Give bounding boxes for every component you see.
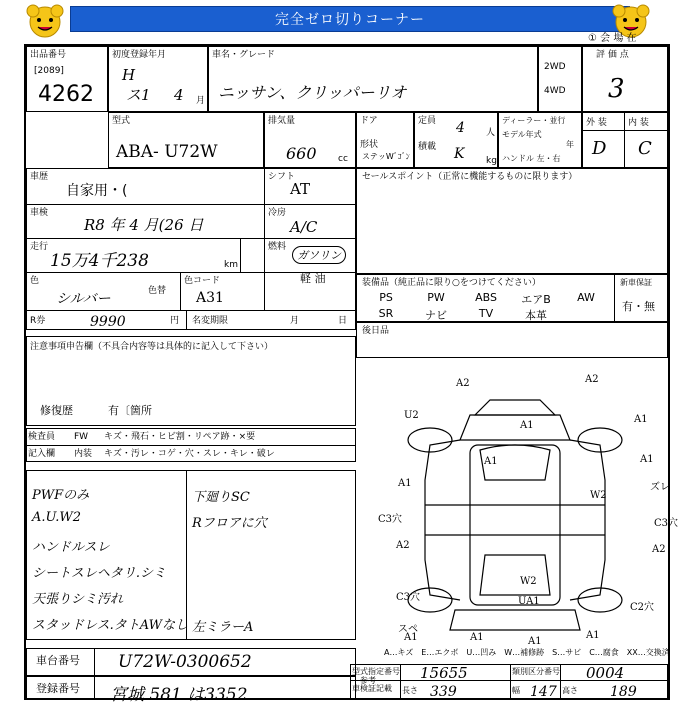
disp-label: 排気量 (268, 116, 296, 126)
score-value: 3 (608, 74, 625, 104)
width-value: 147 (530, 684, 557, 700)
damage-mark: A1 (404, 632, 418, 643)
lot-label: 出品番号 (30, 50, 67, 60)
height-value: 189 (610, 684, 637, 700)
name-change-day: 日 (338, 316, 348, 326)
entry-label: 記入欄 (28, 449, 56, 459)
drive-2wd: 2WD (544, 62, 566, 72)
month-unit: 月 (196, 96, 206, 106)
chassis-value: U72W-0300652 (118, 652, 252, 672)
door-label: ドア (360, 116, 378, 126)
disp-value: 660 (286, 144, 317, 163)
recycle-label: R券 (30, 316, 46, 326)
category-value: 0004 (586, 664, 625, 682)
drive-4wd: 4WD (544, 86, 566, 96)
damage-mark: A1 (470, 632, 484, 643)
damage-mark: A1 (484, 456, 498, 467)
length-value: 339 (430, 684, 457, 700)
usage-label: 車歴 (30, 172, 49, 182)
damage-mark: C3穴 (378, 514, 403, 525)
type-desig-label: 型式指定番号 (352, 667, 400, 676)
fw-items: キズ・飛石・ヒビ割・リペア跡・×要 (104, 432, 256, 442)
damage-mark: A1 (528, 636, 542, 647)
load-unit: kg (486, 156, 497, 166)
disp-unit: cc (338, 154, 348, 164)
score-label: 評 価 点 (596, 50, 629, 60)
shift-label: シフト (268, 172, 296, 182)
capacity-label: 定員 (418, 116, 437, 126)
damage-mark: C3穴 (396, 592, 421, 603)
damage-mark: U2 (404, 410, 419, 421)
sales-point-box (356, 168, 668, 274)
damage-legend: A…キズ E…エクボ U…凹み W…補修跡 S…サビ C…腐食 XX…交換済 (384, 648, 670, 657)
color-change-label: 色替 (148, 286, 167, 296)
damage-mark: スペ (398, 624, 418, 635)
fuel-label: 燃料 (268, 242, 287, 252)
color-label: 色 (30, 276, 40, 286)
chassis-label: 車台番号 (36, 654, 80, 667)
sales-point-label: セールスポイント（正常に機能するものに限ります） (362, 172, 578, 182)
fw-label: FW (74, 432, 89, 442)
mascot-left-icon (24, 2, 66, 40)
handwritten-note-left: A.U.W2 (32, 510, 82, 525)
equipment-item: ABS (475, 291, 497, 304)
banner-title: 完全ゼロ切りコーナー (275, 12, 425, 28)
ext-label: 外 装 (586, 118, 607, 128)
equipment-item: 本革 (525, 309, 547, 322)
int-value: C (638, 138, 652, 159)
category-label: 類別区分番号 (512, 667, 560, 676)
height-label: 高さ (562, 686, 578, 695)
damage-mark: C2穴 (630, 602, 655, 613)
equipment-item: TV (478, 307, 494, 320)
repair-value: 有〔箇所 (108, 404, 152, 417)
equipment-item: AW (577, 291, 595, 304)
color-code-label: 色コード (184, 276, 221, 286)
handwritten-note-right: 下廻りSC (192, 490, 250, 505)
name-value: ニッサン、クリッパーリオ (218, 83, 407, 102)
handwritten-note-left: ハンドルスレ (32, 540, 110, 555)
length-label: 長さ (402, 686, 418, 695)
handwritten-note-left: PWFのみ (32, 488, 90, 503)
handwritten-note-right: Rフロアに穴 (192, 516, 267, 531)
equipment-item: エアB (521, 293, 551, 306)
color-code-value: A31 (196, 290, 224, 306)
rear-seat-label: 後日品 (362, 326, 390, 336)
new-car-value: 有・無 (622, 300, 655, 313)
new-car-label: 新車保証 (620, 278, 652, 287)
damage-mark: A1 (586, 630, 600, 641)
recycle-value: 9990 (90, 314, 126, 330)
reg-value: 宮城 581 は3352 (110, 685, 248, 705)
damage-mark: A2 (396, 540, 410, 551)
handwritten-note-left: シートスレヘタリ.シミ (32, 566, 167, 581)
repair-label: 修復歴 (40, 404, 73, 417)
lot-sub: [2089] (34, 66, 64, 76)
model-year-label: モデル年式 (502, 130, 542, 139)
dims-label: 車検証記載 (352, 684, 392, 693)
damage-mark: UA1 (518, 596, 540, 607)
drive-box (538, 46, 582, 112)
width-label: 幅 (512, 686, 520, 695)
damage-mark: A1 (634, 414, 648, 425)
equipment-item: ナビ (425, 309, 447, 322)
damage-mark: W2 (590, 490, 607, 501)
type-label: 型式 (112, 116, 131, 126)
recycle-unit: 円 (170, 316, 180, 326)
first-reg-month: 4 (174, 86, 184, 104)
page-banner (70, 6, 630, 32)
equipment-item: PW (427, 291, 445, 304)
handle-label: ハンドル 左・右 (502, 154, 561, 163)
equipment-label: 装備品（純正品に限り○をつけてください） (362, 278, 541, 288)
damage-mark: A2 (652, 544, 666, 555)
int-items: キズ・汚レ・コゲ・穴・スレ・キレ・破レ (104, 449, 275, 459)
ac-label: 冷房 (268, 208, 287, 218)
lot-number: 4262 (38, 82, 94, 107)
first-reg-label: 初度登録年月 (112, 50, 167, 60)
fuel-gas: ガソリン (292, 246, 346, 264)
type-desig-value: 15655 (420, 664, 468, 682)
handwritten-note-right: 左ミラーA (192, 620, 254, 635)
damage-mark: ズレ (650, 482, 670, 493)
ext-value: D (592, 138, 607, 159)
reg-label: 登録番号 (36, 682, 80, 695)
first-reg-era: H (122, 66, 136, 84)
venue-label: ① 会 場 在 (588, 33, 637, 44)
damage-mark: W2 (520, 576, 537, 587)
rear-box (356, 322, 668, 358)
handwritten-note-left: 天張りシミ汚れ (32, 592, 124, 607)
load-label: 積載 (418, 142, 437, 152)
usage-value: 自家用・( (66, 183, 128, 199)
ac-value: A/C (290, 218, 318, 236)
name-change-label: 名変期限 (192, 316, 229, 326)
year-label: 年 (566, 140, 574, 149)
first-reg-year: ス1 (126, 86, 151, 104)
shape-label: 形状 (360, 140, 379, 150)
damage-mark: A2 (456, 378, 470, 389)
capacity-value: 4 (456, 120, 465, 136)
handwritten-note-left: スタッドレス.タトAWなし (32, 618, 188, 633)
shape-value: ステッWﾞｺﾞﾝ (362, 152, 410, 161)
shift-value: AT (290, 180, 311, 198)
damage-mark: A2 (585, 374, 599, 385)
equipment-item: SR (378, 307, 394, 320)
notes-label: 注意事項申告欄（不具合内容等は具体的に記入して下さい） (30, 342, 274, 352)
dealer-label: ディーラー・並行 (502, 116, 566, 125)
load-value: K (454, 146, 465, 162)
ref-label: 参考 (360, 676, 376, 685)
inspection-label: 車検 (30, 208, 49, 218)
damage-mark: A1 (640, 454, 654, 465)
int-label: 内 装 (628, 118, 649, 128)
color-value: シルバー (56, 291, 111, 307)
inspection-value: R8 年 4 月(26 日 (84, 216, 204, 234)
damage-mark: A1 (398, 478, 412, 489)
capacity-unit: 人 (486, 128, 496, 138)
damage-mark: C3穴 (654, 518, 679, 529)
type-value: ABA- U72W (116, 142, 218, 162)
mileage-label: 走行 (30, 242, 49, 252)
name-label: 車名・グレード (212, 50, 276, 60)
int-label-row: 内装 (74, 449, 93, 459)
mileage-unit: km (224, 260, 238, 270)
mileage-value: 15万4千238 (50, 251, 149, 271)
equipment-item: PS (379, 291, 393, 304)
inspector-label: 検査員 (28, 432, 56, 442)
damage-mark: A1 (520, 420, 534, 431)
fuel-light: 軽 油 (300, 272, 326, 285)
name-change-month: 月 (290, 316, 300, 326)
